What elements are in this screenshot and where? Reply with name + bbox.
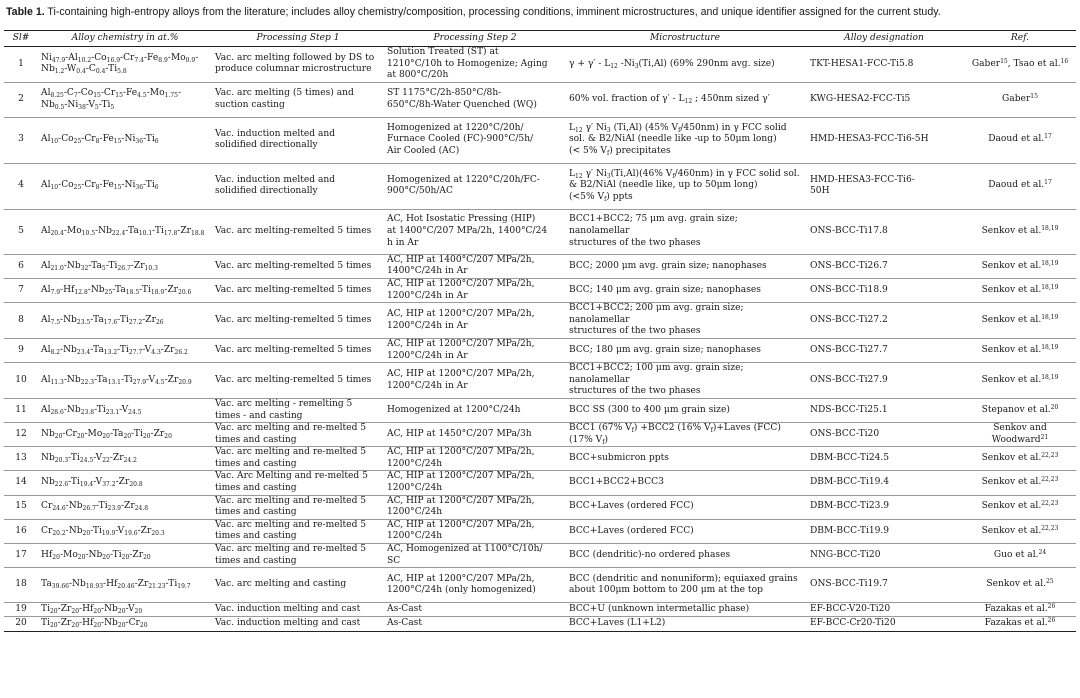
cell-microstructure: BCC+submicron ppts bbox=[566, 447, 804, 471]
cell-alloy-designation: NNG-BCC-Ti20 bbox=[804, 544, 964, 568]
cell-alloy-designation: ONS-BCC-Ti27.9 bbox=[804, 363, 964, 399]
header-processing-step-2: Processing Step 2 bbox=[384, 31, 566, 47]
cell-processing-step-2: AC, HIP at 1200°C/207 MPa/2h, 1200°C/24h in Ar bbox=[384, 303, 566, 339]
cell-processing-step-2: AC, HIP at 1200°C/207 MPa/2h, 1200°C/24h in Ar bbox=[384, 363, 566, 399]
cell-alloy-designation: DBM-BCC-Ti23.9 bbox=[804, 495, 964, 519]
cell-alloy-chemistry: $Al_{20.4}-Mo_{10.5}-Nb_{22.4}-Ta_{10.1}-Ti_{17.8}-Zr_{18.8}$ bbox=[38, 209, 212, 254]
cell-alloy-chemistry: $Ni_{47.9}-Al_{10.2}-Co_{16.9}-Cr_{7.4}-Fe_{8.9}-Mo_{0.9}-$ $Nb_{1.2}-W_{0.4}-C_{0.4}-Ti_{5.8}$ bbox=[38, 47, 212, 83]
cell-processing-step-1: Vac. arc melting-remelted 5 times bbox=[212, 209, 384, 254]
cell-alloy-designation: ONS-BCC-Ti20 bbox=[804, 423, 964, 447]
cell-processing-step-1: Vac. induction melted and solidified directionally bbox=[212, 117, 384, 163]
table-row bbox=[4, 495, 1076, 519]
cell-sl-number: 2 bbox=[4, 82, 38, 117]
cell-reference: Senkov et al.$^{18,19}$ bbox=[964, 209, 1076, 254]
table-row bbox=[4, 544, 1076, 568]
cell-processing-step-1: Vac. arc melting (5 times) and suction casting bbox=[212, 82, 384, 117]
cell-alloy-chemistry: $Nb_{20.3}-Ti_{24.5}-V_{22}-Zr_{24.2}$ bbox=[38, 447, 212, 471]
cell-processing-step-1: Vac. arc melting-remelted 5 times bbox=[212, 363, 384, 399]
cell-alloy-chemistry: $Cr_{24.6}-Nb_{26.7}-Ti_{23.9}-Zr_{24.8}$ bbox=[38, 495, 212, 519]
cell-processing-step-1: Vac. Arc Melting and re-melted 5 times and casting bbox=[212, 471, 384, 495]
cell-microstructure: BCC1+BCC2; 75 μm avg. grain size; nanolamellar structures of the two phases bbox=[566, 209, 804, 254]
table-row bbox=[4, 303, 1076, 339]
cell-alloy-chemistry: $Nb_{20}-Cr_{20}-Mo_{20}-Ta_{20}-Ti_{20}-Zr_{20}$ bbox=[38, 423, 212, 447]
cell-microstructure: BCC; 2000 μm avg. grain size; nanophases bbox=[566, 254, 804, 278]
cell-reference: Senkov et al.$^{18,19}$ bbox=[964, 338, 1076, 362]
cell-reference: Daoud et al.$^{17}$ bbox=[964, 163, 1076, 209]
cell-alloy-chemistry: $Al_{21.0}-Nb_{32}-Ta_5-Ti_{26.7}-Zr_{10.3}$ bbox=[38, 254, 212, 278]
cell-reference: Senkov et al.$^{18,19}$ bbox=[964, 254, 1076, 278]
table-row bbox=[4, 398, 1076, 422]
cell-reference: Senkov et al.$^{22,23}$ bbox=[964, 447, 1076, 471]
table-row bbox=[4, 519, 1076, 543]
cell-reference: Gaber$^{15}$, Tsao et al.$^{16}$ bbox=[964, 47, 1076, 83]
cell-processing-step-2: AC, HIP at 1200°C/207 MPa/2h, 1200°C/24h in Ar bbox=[384, 278, 566, 302]
cell-reference: Gaber$^{15}$ bbox=[964, 82, 1076, 117]
cell-microstructure: BCC1 (67% $V_f) +BCC2$ (16% $V_f)+Laves$ (FCC) (17% $V_f$) bbox=[566, 423, 804, 447]
cell-processing-step-1: Vac. arc melting and re-melted 5 times and casting bbox=[212, 423, 384, 447]
cell-alloy-chemistry: $Al_{7.9}-Hf_{12.8}-Nb_{25}-Ta_{18.5}-Ti_{18.9}-Zr_{20.6}$ bbox=[38, 278, 212, 302]
cell-reference: Fazakas et al.$^{26}$ bbox=[964, 603, 1076, 617]
cell-processing-step-1: Vac. arc melting and re-melted 5 times and casting bbox=[212, 495, 384, 519]
cell-microstructure: $L_{12}$ γ′ $Ni_3$ (Ti,Al) (45% $V_f/450nm$) in γ FCC solid sol. & B2/NiAl (needle like -up to 50μm long) (< 5% $V_f$) precipitates bbox=[566, 117, 804, 163]
cell-sl-number: 11 bbox=[4, 398, 38, 422]
cell-alloy-chemistry: $Al_{10}-Co_{25}-Cr_8-Fe_{15}-Ni_{36}-Ti_6$ bbox=[38, 163, 212, 209]
cell-sl-number: 8 bbox=[4, 303, 38, 339]
cell-processing-step-1: Vac. induction melted and solidified directionally bbox=[212, 163, 384, 209]
cell-processing-step-1: Vac. arc melting and casting bbox=[212, 568, 384, 603]
cell-sl-number: 3 bbox=[4, 117, 38, 163]
table-row bbox=[4, 163, 1076, 209]
cell-sl-number: 5 bbox=[4, 209, 38, 254]
header-alloy-designation: Alloy designation bbox=[804, 31, 964, 47]
cell-alloy-chemistry: $Al_{10}-Co_{25}-Cr_8-Fe_{15}-Ni_{36}-Ti_6$ bbox=[38, 117, 212, 163]
table-row bbox=[4, 617, 1076, 632]
cell-processing-step-2: AC, HIP at 1200°C/207 MPa/2h, 1200°C/24h bbox=[384, 519, 566, 543]
cell-alloy-chemistry: $Al_{8.2}-Nb_{23.4}-Ta_{13.2}-Ti_{27.7}-V_{4.3}-Zr_{26.2}$ bbox=[38, 338, 212, 362]
cell-sl-number: 18 bbox=[4, 568, 38, 603]
cell-processing-step-1: Vac. arc melting - remelting 5 times - and casting bbox=[212, 398, 384, 422]
cell-reference: Daoud et al.$^{17}$ bbox=[964, 117, 1076, 163]
cell-alloy-chemistry: $Cr_{20.2}-Nb_{20}-Ti_{19.9}-V_{19.6}-Zr_{20.3}$ bbox=[38, 519, 212, 543]
cell-processing-step-1: Vac. arc melting and re-melted 5 times and casting bbox=[212, 544, 384, 568]
cell-processing-step-1: Vac. arc melting and re-melted 5 times and casting bbox=[212, 447, 384, 471]
cell-processing-step-1: Vac. arc melting-remelted 5 times bbox=[212, 338, 384, 362]
cell-microstructure: BCC+Laves (ordered FCC) bbox=[566, 519, 804, 543]
cell-alloy-chemistry: $Ti_{20}-Zr_{20}-Hf_{20}-Nb_{20}-Cr_{20}$ bbox=[38, 617, 212, 632]
cell-microstructure: $\gamma + \gamma' - L_{12}$ $-Ni_3(Ti,Al)$ (69% 290nm avg. size) bbox=[566, 47, 804, 83]
table-row bbox=[4, 471, 1076, 495]
cell-reference: Guo et al.$^{24}$ bbox=[964, 544, 1076, 568]
cell-reference: Senkov et al.$^{22,23}$ bbox=[964, 495, 1076, 519]
table-row bbox=[4, 278, 1076, 302]
cell-alloy-chemistry: $Hf_{20}-Mo_{20}-Nb_{20}-Ti_{20}-Zr_{20}$ bbox=[38, 544, 212, 568]
cell-sl-number: 6 bbox=[4, 254, 38, 278]
table-caption-label: Table 1. bbox=[6, 6, 45, 18]
table-row bbox=[4, 254, 1076, 278]
cell-alloy-designation: ONS-BCC-Ti17.8 bbox=[804, 209, 964, 254]
table-row bbox=[4, 363, 1076, 399]
header-sl: Sl# bbox=[4, 31, 38, 47]
cell-processing-step-2: AC, HIP at 1200°C/207 MPa/2h, 1200°C/24h bbox=[384, 447, 566, 471]
header-ref: Ref. bbox=[964, 31, 1076, 47]
cell-sl-number: 15 bbox=[4, 495, 38, 519]
table-header-row bbox=[4, 31, 1076, 47]
table-row bbox=[4, 47, 1076, 83]
cell-alloy-chemistry: $Ti_{20}-Zr_{20}-Hf_{20}-Nb_{20}-V_{20}$ bbox=[38, 603, 212, 617]
cell-processing-step-2: As-Cast bbox=[384, 603, 566, 617]
cell-alloy-designation: ONS-BCC-Ti27.2 bbox=[804, 303, 964, 339]
cell-alloy-chemistry: $Nb_{22.6}-Ti_{19.4}-V_{37.2}-Zr_{20.8}$ bbox=[38, 471, 212, 495]
cell-sl-number: 20 bbox=[4, 617, 38, 632]
cell-alloy-designation: EF-BCC-V20-Ti20 bbox=[804, 603, 964, 617]
table-row bbox=[4, 568, 1076, 603]
cell-microstructure: 60% vol. fraction of $\gamma' - L_{12}$ ; 450nm sized γ′ bbox=[566, 82, 804, 117]
table-caption-text: Ti-containing high-entropy alloys from the literature; includes alloy chemistry/composition, processing conditions, imminent microstructures, and unique identifier assigned for the current study. bbox=[44, 6, 941, 18]
cell-reference: Senkov et al.$^{22,23}$ bbox=[964, 471, 1076, 495]
cell-microstructure: BCC (dendritic and nonuniform); equiaxed grains about 100μm bottom to 200 μm at the top bbox=[566, 568, 804, 603]
cell-processing-step-2: AC, HIP at 1400°C/207 MPa/2h, 1400°C/24h in Ar bbox=[384, 254, 566, 278]
cell-alloy-chemistry: $Al_{28.6}-Nb_{23.8}-Ti_{23.1}-V_{24.5}$ bbox=[38, 398, 212, 422]
cell-processing-step-1: Vac. arc melting and re-melted 5 times and casting bbox=[212, 519, 384, 543]
cell-processing-step-2: Homogenized at 1220°C/20h/ Furnace Cooled (FC)-900°C/5h/ Air Cooled (AC) bbox=[384, 117, 566, 163]
cell-reference: Fazakas et al.$^{26}$ bbox=[964, 617, 1076, 632]
cell-microstructure: BCC; 140 μm avg. grain size; nanophases bbox=[566, 278, 804, 302]
table-row bbox=[4, 423, 1076, 447]
cell-processing-step-2: AC, HIP at 1200°C/207 MPa/2h, 1200°C/24h (only homogenized) bbox=[384, 568, 566, 603]
table-row bbox=[4, 338, 1076, 362]
cell-processing-step-2: Homogenized at 1220°C/20h/FC- 900°C/50h/AC bbox=[384, 163, 566, 209]
cell-sl-number: 12 bbox=[4, 423, 38, 447]
cell-sl-number: 14 bbox=[4, 471, 38, 495]
cell-processing-step-1: Vac. induction melting and cast bbox=[212, 603, 384, 617]
cell-processing-step-1: Vac. induction melting and cast bbox=[212, 617, 384, 632]
table-row bbox=[4, 117, 1076, 163]
table-row bbox=[4, 209, 1076, 254]
table-caption bbox=[6, 5, 1076, 19]
cell-alloy-chemistry: $Al_{7.5}-Nb_{23.5}-Ta_{17.6}-Ti_{27.2}-Zr_{26}$ bbox=[38, 303, 212, 339]
header-alloy-chemistry: Alloy chemistry in at.% bbox=[38, 31, 212, 47]
table-row bbox=[4, 82, 1076, 117]
cell-processing-step-2: AC, HIP at 1450°C/207 MPa/3h bbox=[384, 423, 566, 447]
cell-alloy-designation: EF-BCC-Cr20-Ti20 bbox=[804, 617, 964, 632]
cell-sl-number: 1 bbox=[4, 47, 38, 83]
cell-alloy-designation: ONS-BCC-Ti19.7 bbox=[804, 568, 964, 603]
cell-sl-number: 13 bbox=[4, 447, 38, 471]
cell-microstructure: BCC (dendritic)-no ordered phases bbox=[566, 544, 804, 568]
cell-reference: Senkov and Woodward$^{21}$ bbox=[964, 423, 1076, 447]
cell-processing-step-1: Vac. arc melting-remelted 5 times bbox=[212, 303, 384, 339]
cell-processing-step-2: Solution Treated (ST) at 1210°C/10h to Homogenize; Aging at 800°C/20h bbox=[384, 47, 566, 83]
cell-microstructure: BCC+Laves (ordered FCC) bbox=[566, 495, 804, 519]
cell-alloy-chemistry: $Al_{8.25}-C_7-Co_{15}-Cr_{15}-Fe_{4.5}-Mo_{1.75}-$ $Nb_{0.5}-Ni_{38}-V_5-Ti_5$ bbox=[38, 82, 212, 117]
cell-microstructure: BCC; 180 μm avg. grain size; nanophases bbox=[566, 338, 804, 362]
cell-microstructure: BCC SS (300 to 400 μm grain size) bbox=[566, 398, 804, 422]
cell-sl-number: 9 bbox=[4, 338, 38, 362]
cell-processing-step-2: AC, HIP at 1200°C/207 MPa/2h, 1200°C/24h bbox=[384, 495, 566, 519]
header-microstructure: Microstructure bbox=[566, 31, 804, 47]
cell-processing-step-2: AC, HIP at 1200°C/207 MPa/2h, 1200°C/24h bbox=[384, 471, 566, 495]
cell-sl-number: 17 bbox=[4, 544, 38, 568]
cell-alloy-designation: HMD-HESA3-FCC-Ti6-5H bbox=[804, 117, 964, 163]
header-processing-step-1: Processing Step 1 bbox=[212, 31, 384, 47]
table-row bbox=[4, 447, 1076, 471]
cell-sl-number: 19 bbox=[4, 603, 38, 617]
cell-alloy-designation: ONS-BCC-Ti26.7 bbox=[804, 254, 964, 278]
cell-processing-step-2: AC, HIP at 1200°C/207 MPa/2h, 1200°C/24h in Ar bbox=[384, 338, 566, 362]
cell-alloy-designation: HMD-HESA3-FCC-Ti6- 50H bbox=[804, 163, 964, 209]
cell-microstructure: BCC+Laves (L1+L2) bbox=[566, 617, 804, 632]
cell-processing-step-1: Vac. arc melting-remelted 5 times bbox=[212, 278, 384, 302]
cell-alloy-designation: DBM-BCC-Ti19.9 bbox=[804, 519, 964, 543]
cell-alloy-chemistry: $Al_{11.3}-Nb_{22.3}-Ta_{13.1}-Ti_{27.9}-V_{4.5}-Zr_{20.9}$ bbox=[38, 363, 212, 399]
cell-alloy-designation: ONS-BCC-Ti27.7 bbox=[804, 338, 964, 362]
cell-sl-number: 7 bbox=[4, 278, 38, 302]
cell-microstructure: BCC1+BCC2; 100 μm avg. grain size; nanolamellar structures of the two phases bbox=[566, 363, 804, 399]
cell-microstructure: $L_{12}$ γ′ $Ni_3(Ti,Al)(46\%$ $V_f/460nm$) in γ FCC solid sol. & B2/NiAl (needle like, up to 50μm long) (<5% $V_f$) ppts bbox=[566, 163, 804, 209]
cell-reference: Senkov et al.$^{18,19}$ bbox=[964, 363, 1076, 399]
cell-reference: Senkov et al.$^{18,19}$ bbox=[964, 303, 1076, 339]
cell-reference: Senkov et al.$^{22,23}$ bbox=[964, 519, 1076, 543]
cell-processing-step-2: Homogenized at 1200°C/24h bbox=[384, 398, 566, 422]
cell-alloy-chemistry: $Ta_{39.66}-Nb_{18.93}-Hf_{20.46}-Zr_{21.23}-Ti_{19.7}$ bbox=[38, 568, 212, 603]
cell-alloy-designation: KWG-HESA2-FCC-Ti5 bbox=[804, 82, 964, 117]
cell-processing-step-2: ST 1175°C/2h-850°C/8h- 650°C/8h-Water Quenched (WQ) bbox=[384, 82, 566, 117]
cell-alloy-designation: NDS-BCC-Ti25.1 bbox=[804, 398, 964, 422]
cell-alloy-designation: TKT-HESA1-FCC-Ti5.8 bbox=[804, 47, 964, 83]
cell-processing-step-1: Vac. arc melting followed by DS to produce columnar microstructure bbox=[212, 47, 384, 83]
cell-reference: Senkov et al.$^{25}$ bbox=[964, 568, 1076, 603]
cell-alloy-designation: DBM-BCC-Ti24.5 bbox=[804, 447, 964, 471]
cell-processing-step-2: AC, Hot Isostatic Pressing (HIP) at 1400°C/207 MPa/2h, 1400°C/24 h in Ar bbox=[384, 209, 566, 254]
cell-microstructure: BCC+U (unknown intermetallic phase) bbox=[566, 603, 804, 617]
cell-reference: Senkov et al.$^{18,19}$ bbox=[964, 278, 1076, 302]
cell-processing-step-2: As-Cast bbox=[384, 617, 566, 632]
cell-microstructure: BCC1+BCC2+BCC3 bbox=[566, 471, 804, 495]
cell-sl-number: 16 bbox=[4, 519, 38, 543]
cell-sl-number: 4 bbox=[4, 163, 38, 209]
cell-alloy-designation: ONS-BCC-Ti18.9 bbox=[804, 278, 964, 302]
cell-alloy-designation: DBM-BCC-Ti19.4 bbox=[804, 471, 964, 495]
cell-reference: Stepanov et al.$^{20}$ bbox=[964, 398, 1076, 422]
cell-sl-number: 10 bbox=[4, 363, 38, 399]
cell-processing-step-1: Vac. arc melting-remelted 5 times bbox=[212, 254, 384, 278]
cell-processing-step-2: AC, Homogenized at 1100°C/10h/ SC bbox=[384, 544, 566, 568]
alloy-table bbox=[4, 30, 1076, 632]
table-row bbox=[4, 603, 1076, 617]
cell-microstructure: BCC1+BCC2; 200 μm avg. grain size; nanolamellar structures of the two phases bbox=[566, 303, 804, 339]
